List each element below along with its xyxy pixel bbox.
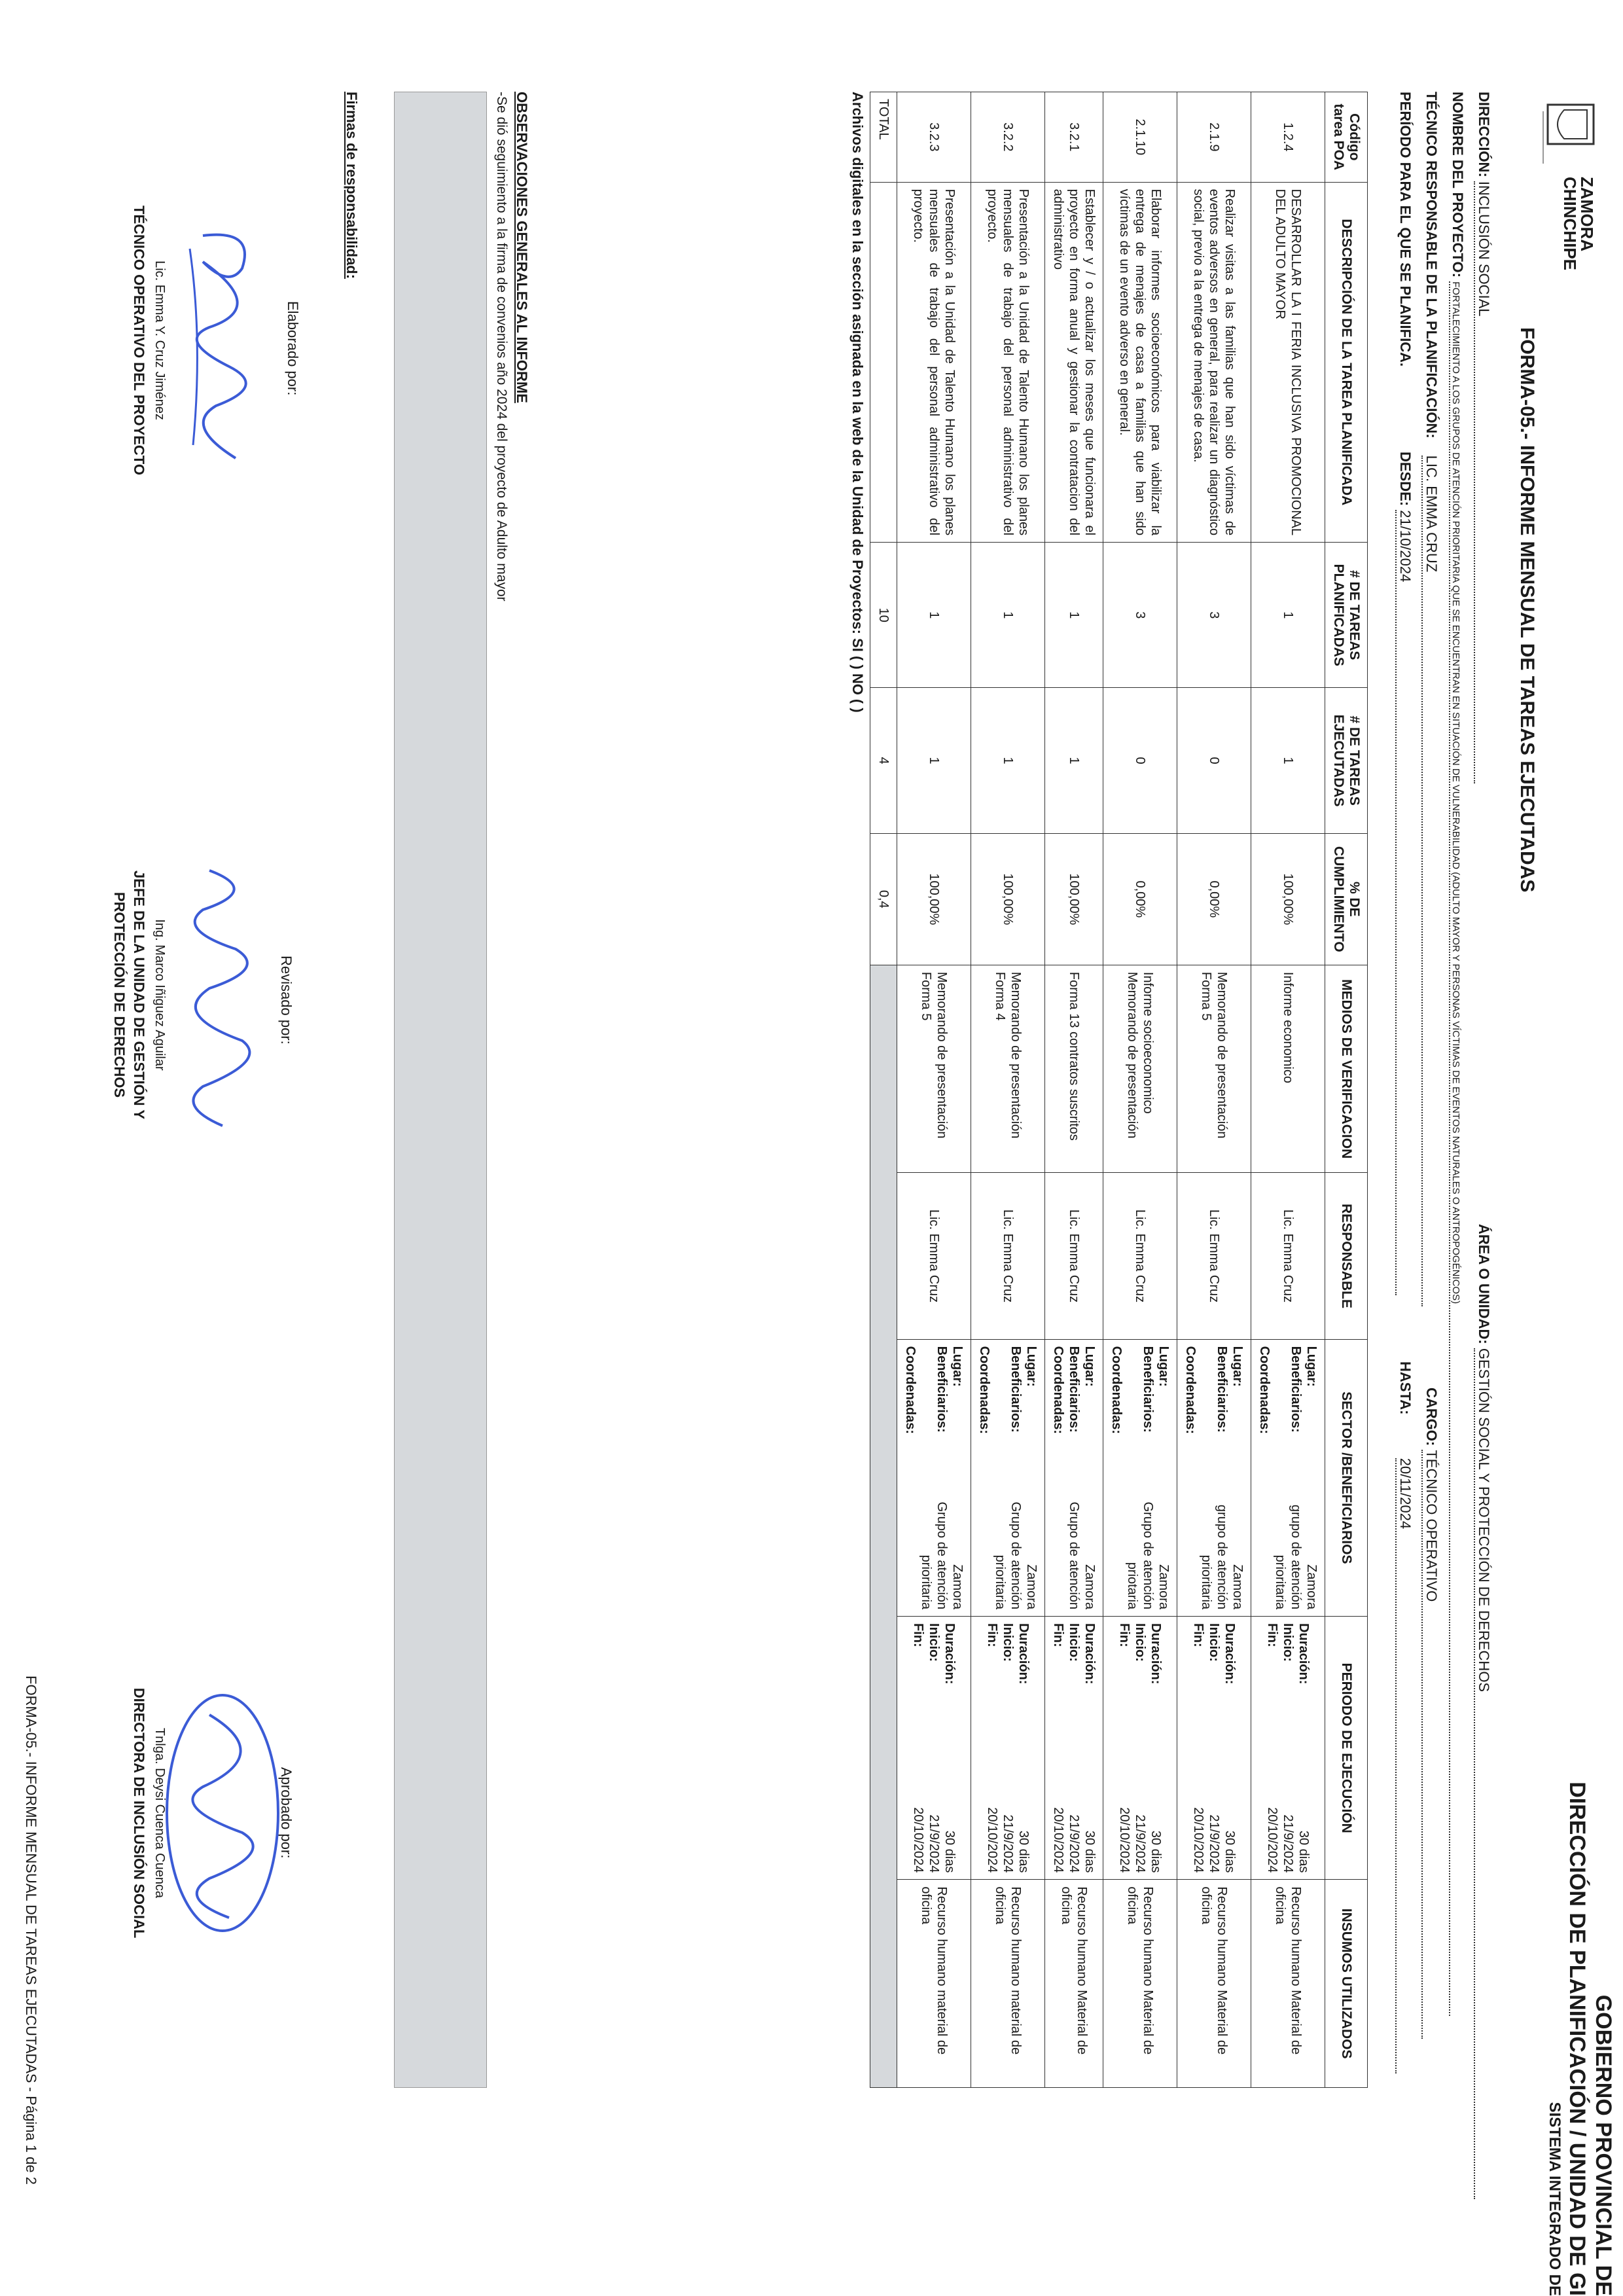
cell-planificadas: 1 — [1045, 543, 1103, 688]
observaciones-text: -Se dió seguimiento a la firma de convenios año 2024 del proyecto de Adulto mayor — [494, 92, 509, 601]
revisado-name: Ing. Marco Iñiguez Aguilar — [152, 919, 167, 1071]
cell-cumplimiento: 100,00% — [1251, 833, 1325, 965]
header-cumplimiento: % DE CUMPLIMIENTO — [1325, 833, 1368, 965]
periodo-inicio: 21/9/2024 — [927, 1814, 941, 1873]
cell-ejecutadas: 0 — [1177, 688, 1251, 833]
sector-beneficiarios: grupo de atención prioritaria — [1273, 1504, 1303, 1610]
cell-sector: Lugar: Zamora Beneficiarios: Grupo de atención priotaria Coordenadas: — [1103, 1339, 1177, 1616]
cell-sector: Lugar: Zamora Beneficiarios: grupo de atención prioritaria Coordenadas: — [1251, 1339, 1325, 1616]
periodo-duracion: 30 dias — [1082, 1830, 1097, 1873]
sector-lugar: Zamora — [1024, 1564, 1039, 1610]
desde-value: 21/10/2024 — [1395, 510, 1414, 1295]
periodo-field: PERÍODO PARA EL QUE SE PLANIFICA. — [1397, 92, 1414, 367]
cell-codigo: 3.2.3 — [897, 92, 971, 183]
cell-ejecutadas: 1 — [897, 688, 971, 833]
direccion-field: DIRECCIÓN: INCLUSIÓN SOCIAL — [1474, 92, 1492, 783]
header-ejecutadas: # DE TAREAS EJECUTADAS — [1325, 688, 1368, 833]
sector-beneficiarios: Grupo de atención prioritaria — [919, 1501, 949, 1610]
direccion-value: INCLUSIÓN SOCIAL — [1474, 181, 1492, 783]
cell-ejecutadas: 1 — [1045, 688, 1103, 833]
periodo-inicio: 21/9/2024 — [1281, 1814, 1295, 1873]
cell-medios: Memorando de presentación Forma 4 — [971, 965, 1045, 1173]
cell-cumplimiento: 0,00% — [1103, 833, 1177, 965]
cell-planificadas: 3 — [1177, 543, 1251, 688]
revisado-role-1: JEFE DE LA UNIDAD DE GESTIÓN Y — [131, 870, 147, 1120]
header-periodo: PERIODO DE EJECUCIÓN — [1325, 1617, 1368, 1880]
header-planificadas: # DE TAREAS PLANIFICADAS — [1325, 543, 1368, 688]
cell-codigo: 3.2.2 — [971, 92, 1045, 183]
periodo-inicio: 21/9/2024 — [1001, 1814, 1015, 1873]
periodo-fin: 20/10/2024 — [985, 1807, 999, 1873]
periodo-inicio: 21/9/2024 — [1067, 1814, 1081, 1873]
cell-periodo: Duración: 30 dias Inicio: 21/9/2024 Fin: 20/10/2024 — [971, 1617, 1045, 1880]
sector-beneficiarios: grupo de atención prioritaria — [1199, 1504, 1229, 1610]
periodo-fin: 20/10/2024 — [1117, 1807, 1132, 1873]
cell-descripcion: Realizar visitas a las familias que han sido víctimas de eventos adversos en general, para realizar un diagnóstico social, previo a la entrega de menajes de casa. — [1177, 182, 1251, 543]
cell-codigo: 3.2.1 — [1045, 92, 1103, 183]
cargo-value: TÉCNICO OPERATIVO — [1421, 1450, 1440, 2039]
cell-medios: Informe socioeconomico Memorando de presentación — [1103, 965, 1177, 1173]
observaciones-box — [394, 92, 487, 2088]
revisado-role-2: PROTECCIÓN DE DERECHOS — [111, 891, 128, 1098]
cell-descripcion: DESARROLLAR LA I FERIA INCLUSIVA PROMOCIONAL DEL ADULTO MAYOR — [1251, 182, 1325, 543]
cell-planificadas: 1 — [1251, 543, 1325, 688]
cell-codigo: 2.1.9 — [1177, 92, 1251, 183]
periodo-fin: 20/10/2024 — [911, 1807, 925, 1873]
cell-descripcion: Presentación a la Unidad de Talento Humano los planes mensuales de trabajo del personal administrativo del proyecto. — [897, 182, 971, 543]
government-header — [1544, 1576, 1616, 2296]
cell-responsable: Lic. Emma Cruz — [1045, 1173, 1103, 1339]
cell-ejecutadas: 1 — [971, 688, 1045, 833]
sector-beneficiarios: Grupo de atención priotaria — [1125, 1501, 1155, 1610]
cell-responsable: Lic. Emma Cruz — [971, 1173, 1045, 1339]
total-ejecutadas: 4 — [870, 688, 897, 833]
total-planificadas: 10 — [870, 543, 897, 688]
desde-field: DESDE: 21/10/2024 — [1395, 452, 1414, 1295]
cell-periodo: Duración: 30 dias Inicio: 21/9/2024 Fin: 20/10/2024 — [1251, 1617, 1325, 1880]
tecnico-field: TÉCNICO RESPONSABLE DE LA PLANIFICACIÓN: LIC. EMMA CRUZ — [1421, 92, 1440, 1306]
revisado-signature — [170, 851, 275, 1139]
cell-insumos: Recurso humano Material de oficina — [1177, 1880, 1251, 2088]
table-row — [1251, 92, 1325, 2088]
cargo-field: CARGO: TÉCNICO OPERATIVO — [1421, 1388, 1440, 2039]
cell-cumplimiento: 100,00% — [971, 833, 1045, 965]
header-descripcion: DESCRIPCIÓN DE LA TAREA PLANIFICADA — [1325, 182, 1368, 543]
cell-medios: Memorando de presentación Forma 5 — [1177, 965, 1251, 1173]
cell-insumos: Recurso humano Material de oficina — [1251, 1880, 1325, 2088]
tasks-table — [870, 92, 1368, 2088]
cell-ejecutadas: 0 — [1103, 688, 1177, 833]
cell-sector: Lugar: Zamora Beneficiarios: Grupo de atención Coordenadas: — [1045, 1339, 1103, 1616]
total-row — [870, 92, 897, 2088]
page-footer: FORMA-05.- INFORME MENSUAL DE TAREAS EJECUTADAS - Página 1 de 2 — [23, 1676, 39, 2185]
cell-responsable: Lic. Emma Cruz — [1251, 1173, 1325, 1339]
elaborado-label: Elaborado por: — [285, 301, 301, 396]
cell-cumplimiento: 100,00% — [1045, 833, 1103, 965]
cell-descripcion: Presentación a la Unidad de Talento Humano los planes mensuales de trabajo del personal administrativo del proyecto. — [971, 182, 1045, 543]
cell-planificadas: 1 — [897, 543, 971, 688]
cell-sector: Lugar: Zamora Beneficiarios: Grupo de atención prioritaria Coordenadas: — [971, 1339, 1045, 1616]
cell-descripcion: Establecer y / o actualizar los meses que funcionara el proyecto en forma anual y gestionar la contratacion del administrativo — [1045, 182, 1103, 543]
header-medios: MEDIOS DE VERIFICACION — [1325, 965, 1368, 1173]
aprobado-role: DIRECTORA DE INCLUSIÓN SOCIAL — [131, 1687, 147, 1939]
cell-periodo: Duración: 30 dias Inicio: 21/9/2024 Fin: 20/10/2024 — [1177, 1617, 1251, 1880]
table-body — [897, 92, 1325, 2088]
proyecto-value: FORTALECIMIENTO A LOS GRUPOS DE ATENCIÓN PRIORITARIA QUE SE ENCUENTRAN EN SITUACIÓN DE VULNERABILIDAD (ADULTO MAYOR Y PERSONAS VÍCTIMAS DE EVENTOS NATURALES O ANTROPOGÉNICOS) — [1449, 281, 1461, 2016]
archivos-digitales: Archivos digitales en la sección asignada en la web de la Unidad de Proyectos: SI ( ) NO ( ) — [849, 92, 866, 713]
cell-sector: Lugar: Zamora Beneficiarios: Grupo de atención prioritaria Coordenadas: — [897, 1339, 971, 1616]
cell-periodo: Duración: 30 dias Inicio: 21/9/2024 Fin: 20/10/2024 — [1103, 1617, 1177, 1880]
sector-lugar: Zamora — [1304, 1564, 1319, 1610]
table-row — [971, 92, 1045, 2088]
hasta-value: 20/11/2024 — [1395, 1458, 1414, 2073]
sector-lugar: Zamora — [1156, 1564, 1171, 1610]
revisado-label: Revisado por: — [278, 956, 294, 1045]
cell-planificadas: 3 — [1103, 543, 1177, 688]
periodo-duracion: 30 dias — [1222, 1830, 1237, 1873]
gov-line-1: GOBIERNO PROVINCIAL DE — [1591, 1994, 1616, 2296]
cell-responsable: Lic. Emma Cruz — [897, 1173, 971, 1339]
cell-medios: Forma 13 contratos suscritos — [1045, 965, 1103, 1173]
observaciones-title: OBSERVACIONES GENERALES AL INFORME — [514, 92, 530, 403]
table-header-row — [1325, 92, 1368, 2088]
header-responsable: RESPONSABLE — [1325, 1173, 1368, 1339]
periodo-fin: 20/10/2024 — [1265, 1807, 1279, 1873]
total-label: TOTAL — [870, 92, 897, 183]
sector-lugar: Zamora — [1230, 1564, 1245, 1610]
logo-text: ZAMORA CHINCHIPE — [1560, 177, 1597, 271]
table-row — [1103, 92, 1177, 2088]
elaborado-name: Lic. Emma Y. Cruz Jiménez — [152, 260, 167, 420]
tecnico-value: LIC. EMMA CRUZ — [1421, 456, 1440, 1306]
cell-sector: Lugar: Zamora Beneficiarios: grupo de atención prioritaria Coordenadas: — [1177, 1339, 1251, 1616]
periodo-inicio: 21/9/2024 — [1207, 1814, 1221, 1873]
area-value: GESTIÓN SOCIAL Y PROTECCIÓN DE DERECHOS — [1474, 1348, 1492, 2199]
sector-beneficiarios: Grupo de atención prioritaria — [993, 1501, 1023, 1610]
table-row — [1177, 92, 1251, 2088]
cell-ejecutadas: 1 — [1251, 688, 1325, 833]
table-row — [897, 92, 971, 2088]
cell-insumos: Recurso humano Material de oficina — [1045, 1880, 1103, 2088]
gov-line-3: SISTEMA INTEGRADO DE — [1546, 2102, 1563, 2296]
cell-periodo: Duración: 30 dias Inicio: 21/9/2024 Fin: 20/10/2024 — [1045, 1617, 1103, 1880]
elaborado-role: TÉCNICO OPERATIVO DEL PROYECTO — [131, 206, 147, 475]
aprobado-name: Tnlga. Deysi Cuenca Cuenca — [152, 1727, 167, 1899]
cell-insumos: Recurso humano material de oficina — [897, 1880, 971, 2088]
total-cumplimiento: 0,4 — [870, 833, 897, 965]
form-title: FORMA-05.- INFORME MENSUAL DE TAREAS EJECUTADAS — [1516, 327, 1538, 893]
cell-insumos: Recurso humano material de oficina — [971, 1880, 1045, 2088]
periodo-duracion: 30 dias — [1296, 1830, 1311, 1873]
periodo-fin: 20/10/2024 — [1051, 1807, 1065, 1873]
coat-of-arms-logo — [1538, 98, 1597, 177]
observaciones-section — [394, 92, 530, 2088]
table-row — [1045, 92, 1103, 2088]
cell-planificadas: 1 — [971, 543, 1045, 688]
cell-medios: Memorando de presentación Forma 5 — [897, 965, 971, 1173]
sector-lugar: Zamora — [950, 1564, 965, 1610]
periodo-fin: 20/10/2024 — [1191, 1807, 1205, 1873]
firmas-title: Firmas de responsabilidad: — [344, 92, 360, 279]
header-sector: SECTOR /BENEFICIARIOS — [1325, 1339, 1368, 1616]
elaborado-signature — [170, 209, 281, 484]
periodo-duracion: 30 dias — [1149, 1830, 1163, 1873]
header-codigo: Código tarea POA — [1325, 92, 1368, 183]
cell-responsable: Lic. Emma Cruz — [1103, 1173, 1177, 1339]
aprobado-signature — [157, 1676, 288, 1950]
aprobado-label: Aprobado por: — [278, 1767, 294, 1859]
sector-beneficiarios: Grupo de atención — [1067, 1501, 1081, 1610]
cell-codigo: 2.1.10 — [1103, 92, 1177, 183]
proyecto-field: NOMBRE DEL PROYECTO: FORTALECIMIENTO A LOS GRUPOS DE ATENCIÓN PRIORITARIA QUE SE ENCUENTRAN EN SITUACIÓN DE VULNERABILIDAD (ADULTO MAYOR Y PERSONAS VÍCTIMAS DE EVENTOS NATURALES O ANTROPOGÉNICOS) — [1449, 92, 1466, 2016]
gov-line-2: DIRECCIÓN DE PLANIFICACIÓN / UNIDAD DE GI — [1565, 1782, 1590, 2296]
cell-medios: Informe economico — [1251, 965, 1325, 1173]
cell-cumplimiento: 0,00% — [1177, 833, 1251, 965]
cell-descripcion: Elaborar informes socioeconómicos para viabilizar la entrega de menajes de casa a familias que han sido víctimas de un evento adverso en general. — [1103, 182, 1177, 543]
cell-cumplimiento: 100,00% — [897, 833, 971, 965]
cell-periodo: Duración: 30 dias Inicio: 21/9/2024 Fin: 20/10/2024 — [897, 1617, 971, 1880]
periodo-duracion: 30 dias — [942, 1830, 957, 1873]
hasta-field: HASTA: 20/11/2024 — [1395, 1361, 1414, 2073]
area-field: ÁREA O UNIDAD: GESTIÓN SOCIAL Y PROTECCIÓN DE DERECHOS — [1474, 1224, 1492, 2199]
periodo-duracion: 30 dias — [1016, 1830, 1031, 1873]
sector-lugar: Zamora — [1082, 1564, 1097, 1610]
periodo-inicio: 21/9/2024 — [1133, 1814, 1147, 1873]
cell-insumos: Recurso humano Material de oficina — [1103, 1880, 1177, 2088]
header-insumos: INSUMOS UTILIZADOS — [1325, 1880, 1368, 2088]
cell-codigo: 1.2.4 — [1251, 92, 1325, 183]
cell-responsable: Lic. Emma Cruz — [1177, 1173, 1251, 1339]
